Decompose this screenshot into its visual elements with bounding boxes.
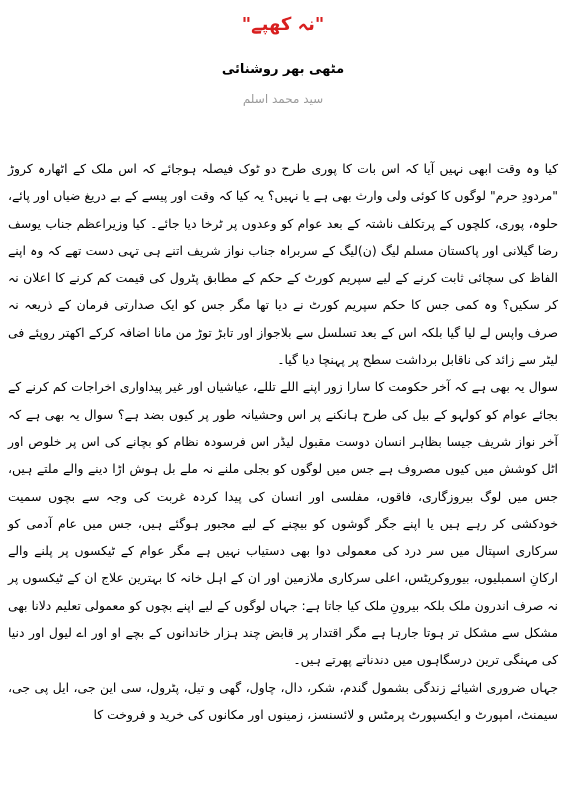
article-paragraph: کیا وہ وقت ابھی نہیں آیا کہ اس بات کا پوری طرح دو ٹوک فیصلہ ہوجائے کہ اس ملک کے اٹھارہ کروڑ "مردودِ حرم" لوگوں کا کوئی ولی وارث بھی ہے یا نہیں؟ یہ کیا کہ وقت اور پیسے کے بے دریغ ضیاں اور پائے، حلوہ، پوری، کلچوں کے پرتکلف ناشتہ کے بعد عوام کو وعدوں پر ٹرخا دیا جائے۔ کیا وزیراعظم جناب یوسف رضا گیلانی اور پاکستان مسلم لیگ (ن)لیگ کے سربراہ جناب نواز شریف اتنے ہی تہی دست تھے کہ وہ اپنے الفاظ کی سچائی ثابت کرنے کے لیے سپریم کورٹ کے حکم کے مطابق پٹرول کی قیمت کم کرنے کا اعلان نہ کر سکیں؟ وہ کمی جس کا حکم سپریم کورٹ نے دیا تھا مگر جس کو ایک صدارتی فرمان کے ذریعہ نہ صرف واپس لے لیا گیا بلکہ اس کے بعد تسلسل سے بلاجواز اور تابڑ توڑ من مانا اضافہ کرکے اکھتر روپئے فی لیٹر سے زائد کی ناقابل برداشت سطح پر پہنچا دیا گیا۔ bbox=[8, 161, 558, 368]
author-name: سید محمد اسلم bbox=[242, 92, 324, 106]
article-title: "نہ کھپے" bbox=[241, 14, 325, 35]
article-paragraph: سوال یہ بھی ہے کہ آخر حکومت کا سارا زور اپنے اللے تللے، عیاشیاں اور غیر پیداواری اخراجات کم کرنے کے بجائے عوام کو کولہو کے بیل کی طرح ہانکنے پر اس وحشیانہ طور پر کیوں بضد ہے؟ سوال یہ بھی ہے کہ آخر نواز شریف جیسا بظاہر انسان دوست مقبول لیڈر اس فرسودہ نظام کو بچانے کی اس پر خلوص اور اٹل کوشش میں کیوں مصروف ہے جس میں لوگوں کو بجلی ملنے نہ ملے بل ہوش اڑا دینے والے ملتے ہیں، جس میں لوگ بیروزگاری، فاقوں، مفلسی اور انسان کی پیدا کردہ غربت کی وجہ سے بچوں سمیت خودکشی کر رہے ہیں یا اپنے جگر گوشوں کو بیچنے کے لیے مجبور ہوگئے ہیں، جس میں عام آدمی کو سرکاری اسپتال میں سر درد کی معمولی دوا بھی دستیاب نہیں ہے مگر عوام کے ٹیکسوں پر پلنے والے ارکانِ اسمبلیوں، بیوروکریٹس، اعلی سرکاری ملازمین اور ان کے اہل خانہ کا بہترین علاج ان کے ٹیکسوں پر نہ صرف اندرون ملک بلکہ بیرونِ ملک کیا جاتا ہے: جہاں لوگوں کے لیے اپنے بچوں کو معمولی تعلیم دلانا بھی مشکل سے مشکل تر ہوتا جارہا ہے مگر اقتدار پر قابض چند ہزار خاندانوں کے بچے او اور اے لیول اور دنیا کی مہنگی ترین درسگاہوں میں دندناتے پھرتے ہیں۔ bbox=[8, 379, 558, 668]
column-name: مٹھی بھر روشنائی bbox=[221, 62, 345, 77]
article-body bbox=[8, 155, 558, 728]
article-paragraph: جہاں ضروری اشیائے زندگی بشمول گندم، شکر، دال، چاول، گھی و تیل، پٹرول، سی این جی، ایل پی جی، سیمنٹ، امپورٹ و ایکسپورٹ پرمٹس و لائسنسز، زمینوں اور مکانوں کی خرید و فروخت کا bbox=[8, 679, 558, 722]
